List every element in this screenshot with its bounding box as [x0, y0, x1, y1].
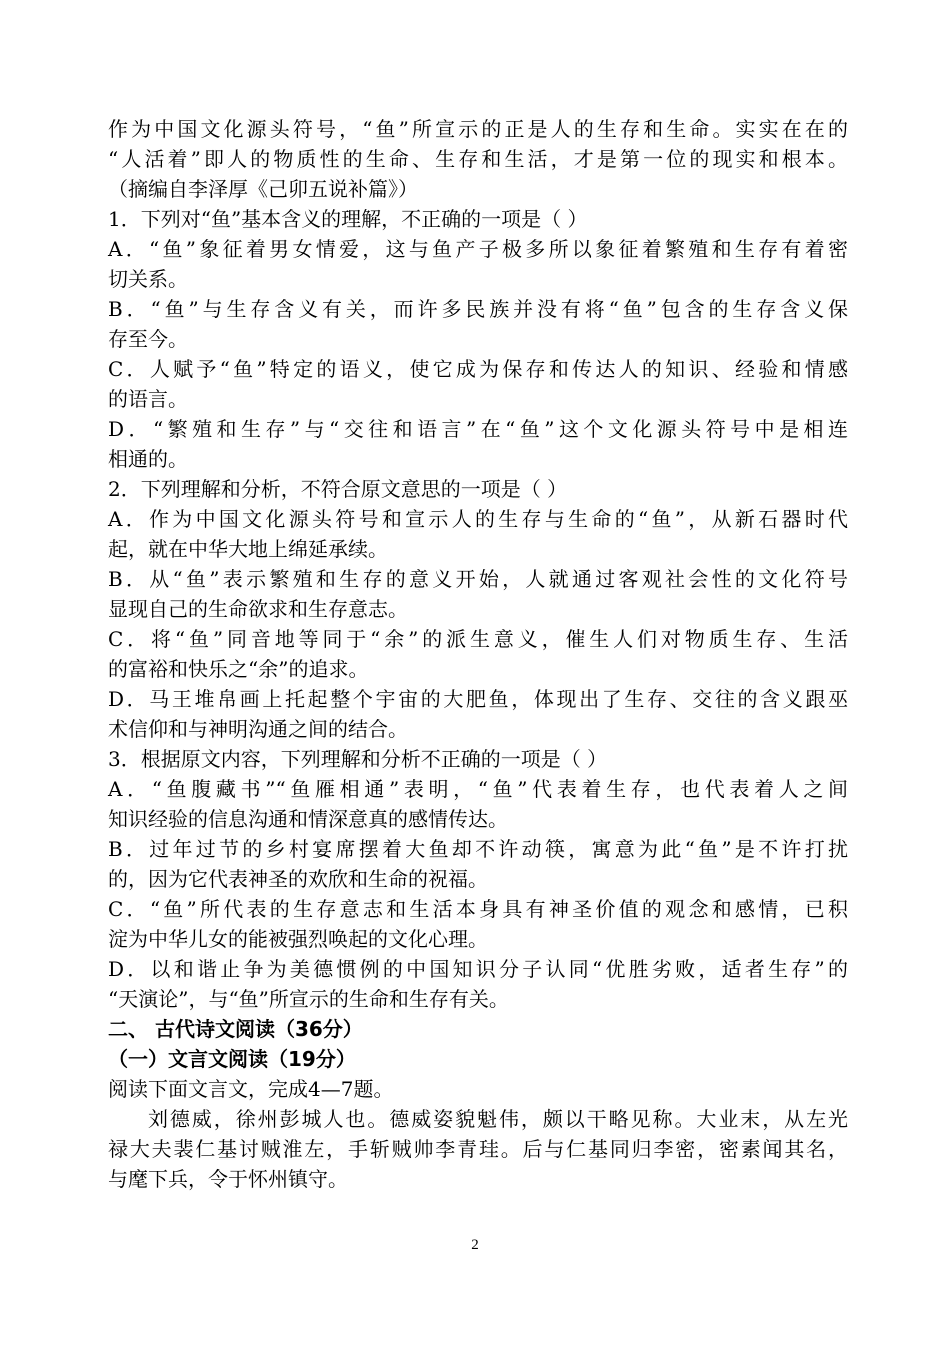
- instruction-line: 阅读下面文言文，完成4—7题。: [108, 1077, 394, 1101]
- option-line: B．过年过节的乡村宴席摆着大鱼却不许动筷，寓意为此“鱼”是不许打扰: [108, 837, 848, 861]
- option-line: 的富裕和快乐之“余”的追求。: [108, 657, 369, 681]
- option-line: 起，就在中华大地上绵延承续。: [108, 537, 388, 561]
- option-line: D．“繁殖和生存”与“交往和语言”在“鱼”这个文化源头符号中是相连: [108, 417, 848, 441]
- document-page: [108, 114, 848, 1194]
- option-line: “天演论”，与“鱼”所宣示的生命和生存有关。: [108, 987, 509, 1011]
- section-heading: 二、 古代诗文阅读（36分）: [108, 1017, 363, 1041]
- option-line: C．“鱼”所代表的生存意志和生活本身具有神圣价值的观念和感情，已积: [108, 897, 848, 921]
- option-line: 显现自己的生命欲求和生存意志。: [108, 597, 408, 621]
- option-line: D．以和谐止争为美德惯例的中国知识分子认同“优胜劣败，适者生存”的: [108, 957, 848, 981]
- question-stem: 3．根据原文内容，下列理解和分析不正确的一项是（ ）: [108, 747, 608, 771]
- option-line: 的语言。: [108, 387, 188, 411]
- option-line: A．“鱼腹藏书”“鱼雁相通”表明，“鱼”代表着生存，也代表着人之间: [108, 777, 848, 801]
- page-number: 2: [471, 1237, 479, 1253]
- option-line: 切关系。: [108, 267, 188, 291]
- option-line: 术信仰和与神明沟通之间的结合。: [108, 717, 408, 741]
- option-line: 存至今。: [108, 327, 188, 351]
- classical-text-line: 禄大夫裴仁基讨贼淮左，手斩贼帅李青珪。后与仁基同归李密，密素闻其名，: [108, 1137, 848, 1161]
- option-line: A．作为中国文化源头符号和宣示人的生存与生命的“鱼”，从新石器时代: [108, 507, 848, 531]
- text-line: “人活着”即人的物质性的生命、生存和生活，才是第一位的现实和根本。: [108, 147, 848, 171]
- question-stem: 2．下列理解和分析，不符合原文意思的一项是（ ）: [108, 477, 568, 501]
- option-line: 相通的。: [108, 447, 188, 471]
- classical-text-line: 与麾下兵，令于怀州镇守。: [108, 1167, 348, 1191]
- question-stem: 1．下列对“鱼”基本含义的理解，不正确的一项是（ ）: [108, 207, 588, 231]
- subsection-heading: （一）文言文阅读（19分）: [108, 1047, 356, 1071]
- classical-text-line: 刘德威，徐州彭城人也。德威姿貌魁伟，颇以干略见称。大业末，从左光: [148, 1107, 848, 1131]
- text-line: 作为中国文化源头符号，“鱼”所宣示的正是人的生存和生命。实实在在的: [108, 117, 848, 141]
- option-line: A．“鱼”象征着男女情爱，这与鱼产子极多所以象征着繁殖和生存有着密: [108, 237, 848, 261]
- option-line: B．“鱼”与生存含义有关，而许多民族并没有将“鱼”包含的生存含义保: [108, 297, 848, 321]
- source-citation: （摘编自李泽厚《己卯五说补篇》）: [108, 177, 418, 201]
- option-line: 的，因为它代表神圣的欢欣和生命的祝福。: [108, 867, 488, 891]
- option-line: C．将“鱼”同音地等同于“余”的派生意义，催生人们对物质生存、生活: [108, 627, 848, 651]
- option-line: C．人赋予“鱼”特定的语义，使它成为保存和传达人的知识、经验和情感: [108, 357, 848, 381]
- option-line: 淀为中华儿女的能被强烈唤起的文化心理。: [108, 927, 488, 951]
- option-line: 知识经验的信息沟通和情深意真的感情传达。: [108, 807, 508, 831]
- option-line: B．从“鱼”表示繁殖和生存的意义开始，人就通过客观社会性的文化符号: [108, 567, 848, 591]
- option-line: D．马王堆帛画上托起整个宇宙的大肥鱼，体现出了生存、交往的含义跟巫: [108, 687, 848, 711]
